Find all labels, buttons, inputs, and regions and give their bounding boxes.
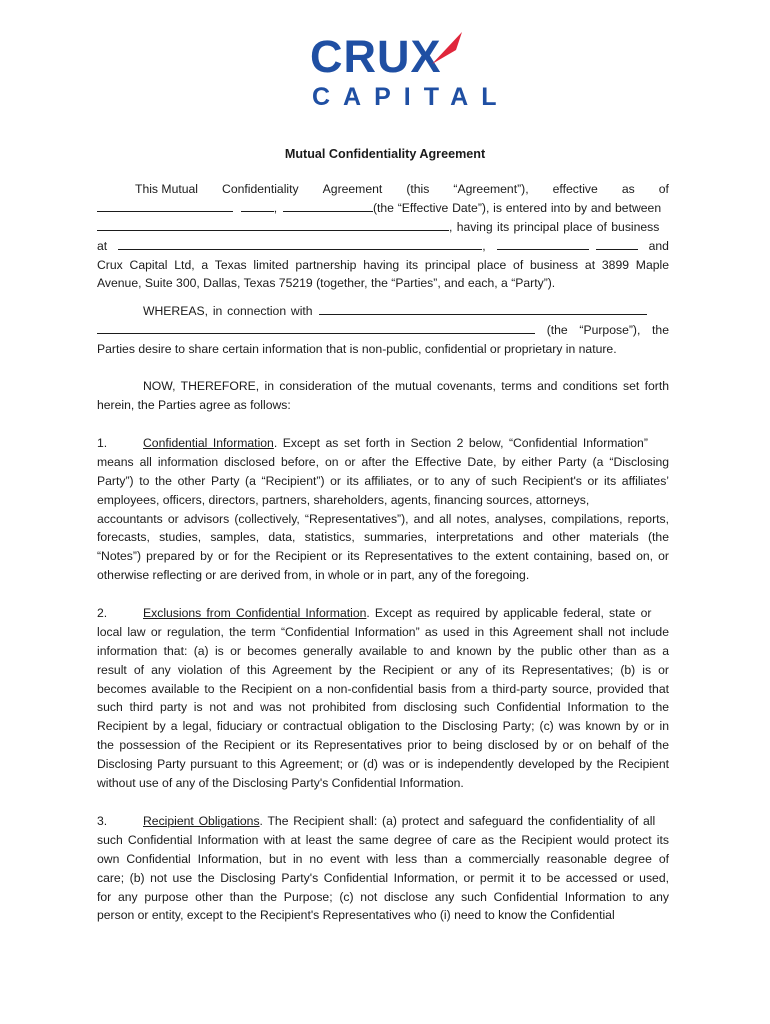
date-blank-field-year[interactable] — [241, 199, 274, 212]
section-first-text: . Except as set forth in Section 2 below, “Confidential Information” — [273, 436, 648, 450]
whereas-line-3: Parties desire to share certain information that is non-public, confidential or proprietary in nature. — [97, 341, 617, 356]
section-heading: Exclusions from Confidential Information — [143, 606, 367, 620]
at-text: at — [97, 238, 108, 253]
intro-line-2 — [97, 199, 669, 218]
section-heading: Recipient Obligations — [143, 814, 260, 828]
whereas-line-1 — [97, 302, 669, 321]
intro-word: Agreement — [322, 182, 383, 196]
effective-date-text: (the “Effective Date”), is entered into by and between — [372, 200, 662, 215]
section-first-text: . Except as required by applicable federal, state or — [366, 606, 652, 620]
intro-line-5: Crux Capital Ltd, a Texas limited partnership having its principal place of business at 3899 Maple — [97, 257, 669, 272]
section-line: means all information disclosed before, on or after the Effective Date, by either Party (a “Disclosing — [97, 454, 669, 469]
section-number: 2. — [97, 606, 108, 620]
section-3-first-line — [97, 812, 669, 831]
intro-word: This Mutual — [135, 182, 198, 196]
intro-word: “Agreement”), — [453, 182, 529, 196]
section-line: care; (b) not use the Disclosing Party's Confidential Information, or permit it to be accessed or used, — [97, 870, 669, 885]
whereas-line-2 — [97, 321, 669, 340]
purpose-text: “Purpose”), — [579, 322, 641, 337]
document-title: Mutual Confidentiality Agreement — [284, 147, 486, 161]
now-line-1: NOW, THEREFORE, in consideration of the mutual covenants, terms and conditions set forth — [143, 379, 669, 393]
section-number: 1. — [97, 436, 108, 450]
section-line: employees, officers, directors, partners, shareholders, agents, financing sources, attorneys, — [97, 492, 590, 507]
city-blank-field[interactable] — [497, 237, 589, 250]
the-text: the — [652, 322, 669, 337]
section-line: such Confidential Information with at least the same degree of care as the Recipient would protect its — [97, 832, 669, 847]
logo-wordmark: CRUX — [310, 31, 442, 82]
purpose-blank-field[interactable] — [319, 302, 647, 315]
section-line: otherwise reflecting or are derived from, in whole or in part, any of the foregoing. — [97, 568, 530, 583]
date-blank-field[interactable] — [97, 199, 233, 212]
intro-word: as — [621, 182, 635, 196]
now-line-2: herein, the Parties agree as follows: — [97, 397, 291, 412]
and-text: and — [648, 238, 669, 253]
purpose-blank-field-continued[interactable] — [97, 321, 535, 334]
section-line: forecasts, studies, samples, data, statistics, summaries, interpretations and other materials (the — [97, 530, 669, 545]
whereas-paragraph — [97, 302, 669, 359]
effective-date-blank-field[interactable] — [283, 199, 373, 212]
section-line: person or entity, except to the Recipient's Representatives who (i) need to know the Confidential — [97, 908, 615, 923]
the-text: (the — [546, 322, 568, 337]
state-blank-field[interactable] — [596, 237, 638, 250]
intro-word: (this — [406, 182, 430, 196]
comma-text: , — [482, 238, 486, 253]
section-line: becomes available to the Recipient on a non-confidential basis from a third-party source, provided that — [97, 681, 669, 696]
section-line: own Confidential Information, but in no event with less than a commercially reasonable degree of — [97, 851, 669, 866]
intro-line-3 — [97, 218, 669, 237]
section-line: result of any violation of this Agreement by the Recipient or any of its Representatives; (b) is or — [97, 662, 669, 677]
section-line: Party”) to the other Party (a “Recipient”) or its affiliates, or to any of such Recipient's or its affiliates’ — [97, 473, 669, 488]
whereas-text: WHEREAS, in connection with — [143, 304, 313, 318]
section-line: the possession of the Recipient or its Representatives prior to being disclosed by or on behalf of the — [97, 738, 669, 753]
intro-paragraph — [97, 180, 669, 293]
intro-word: of — [658, 182, 669, 196]
section-first-text: . The Recipient shall: (a) protect and safeguard the confidentiality of all — [259, 814, 656, 828]
crux-capital-logo — [308, 28, 510, 112]
counterparty-name-blank-field[interactable] — [97, 218, 449, 231]
section-line: Disclosing Party pursuant to this Agreement; or (d) was or is independently developed by the Recipient — [97, 757, 669, 772]
section-heading: Confidential Information — [143, 436, 274, 450]
section-line: such third party is not and was not prohibited from disclosing such Confidential Information to the — [97, 700, 669, 715]
section-2-first-line — [97, 604, 669, 623]
section-number: 3. — [97, 814, 108, 828]
intro-line-1 — [97, 180, 669, 199]
section-3 — [97, 812, 669, 925]
section-1 — [97, 434, 669, 585]
comma-text: , — [273, 200, 278, 215]
intro-line-6: Avenue, Suite 300, Dallas, Texas 75219 (together, the “Parties”, and each, a “Party”). — [97, 276, 556, 291]
section-line: “Notes”) prepared by or for the Recipient or its Representatives to the extent containing, based on, or — [97, 549, 669, 564]
place-of-business-text: , having its principal place of business — [449, 219, 660, 234]
now-therefore-paragraph — [97, 377, 669, 415]
intro-word: effective — [552, 182, 598, 196]
address-blank-field[interactable] — [118, 237, 482, 250]
logo-check-accent-icon — [426, 28, 466, 68]
section-1-first-line — [97, 434, 669, 453]
section-line: for any purpose other than the Purpose; (c) not disclose any such Confidential Information to any — [97, 889, 669, 904]
section-line: accountants or advisors (collectively, “Representatives”), and all notes, analyses, compilations, reports, — [97, 511, 669, 526]
section-line: local law or regulation, the term “Confidential Information” as used in this Agreement shall not include — [97, 624, 669, 639]
intro-line-4 — [97, 237, 669, 256]
section-line: Recipient by a legal, fiduciary or contractual obligation to the Disclosing Party; (c) was known by or in — [97, 719, 669, 734]
section-line: without use of any of the Disclosing Party's Confidential Information. — [97, 776, 464, 791]
section-2 — [97, 604, 669, 793]
section-line: information that: (a) is or becomes generally available to and known by the public other than as a — [97, 643, 669, 658]
intro-word: Confidentiality — [222, 182, 299, 196]
logo-subtitle: CAPITAL — [312, 83, 510, 111]
